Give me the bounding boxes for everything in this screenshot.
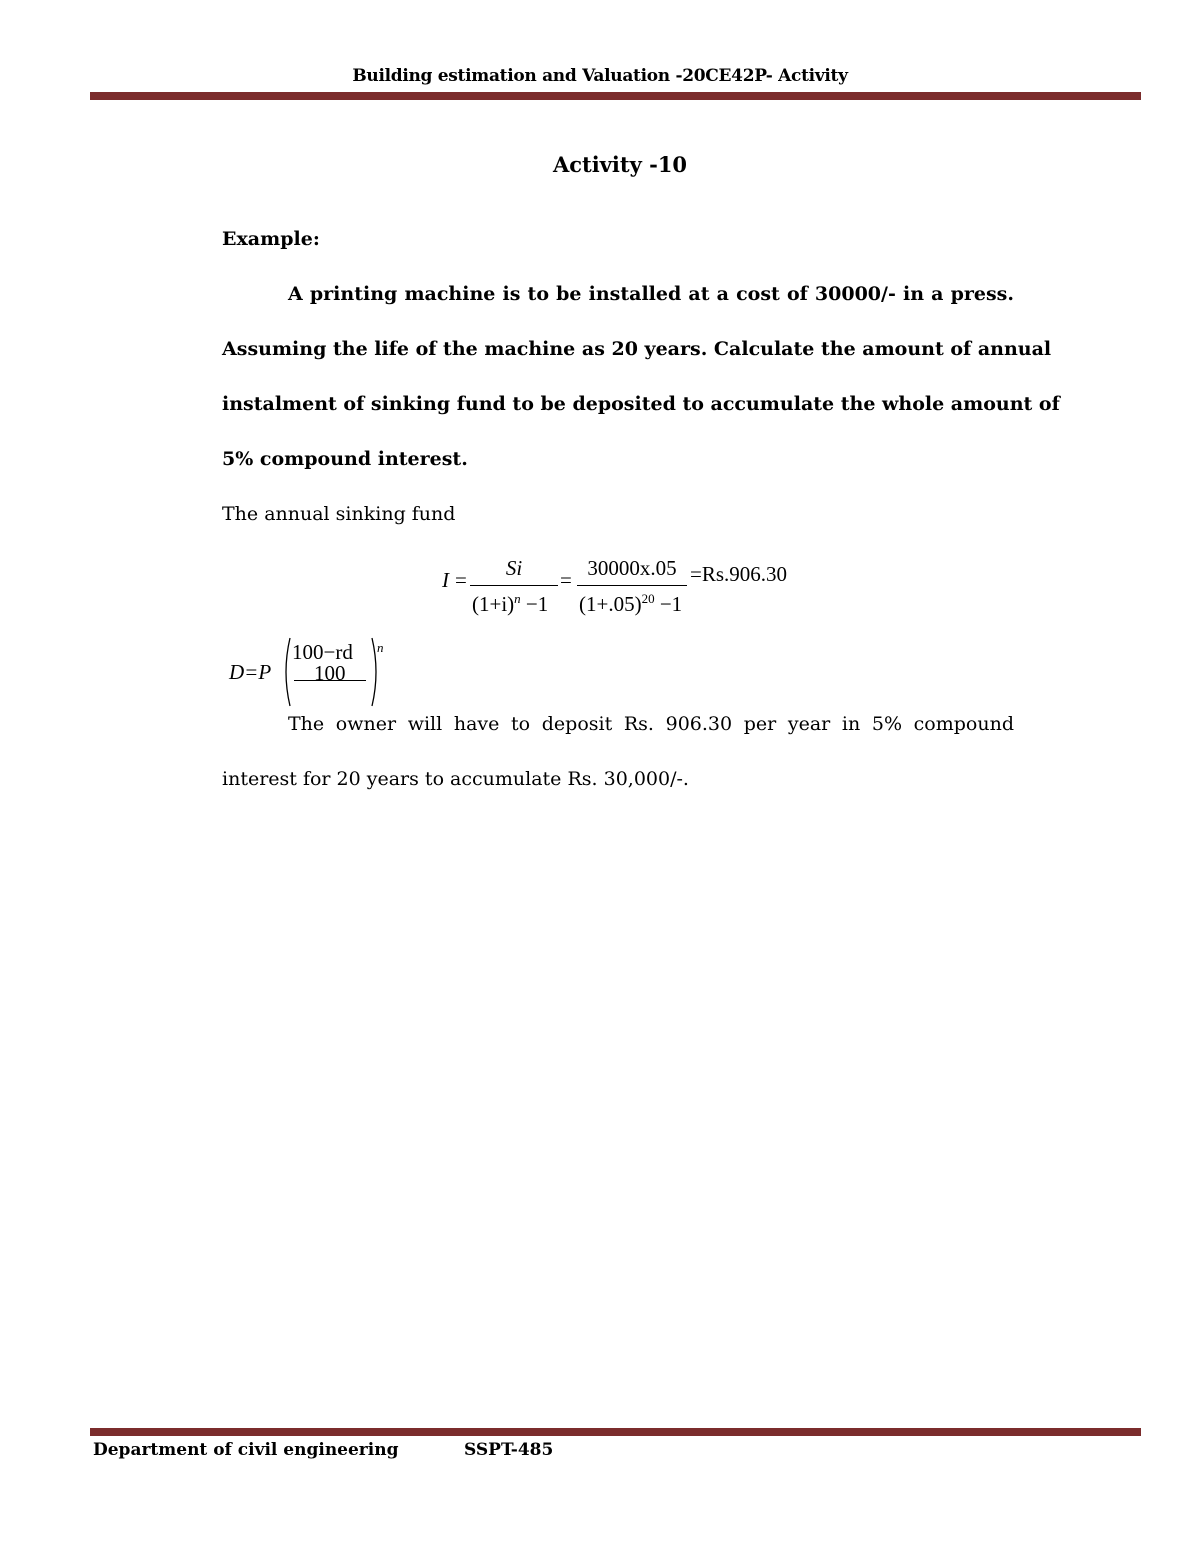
footer-department: Department of civil engineering xyxy=(93,1440,399,1460)
page-title: Activity -10 xyxy=(552,152,688,177)
fraction-1-denominator: $(1+i)^n -1$ xyxy=(472,591,549,616)
formula-2-exponent: n xyxy=(377,640,384,655)
problem-line: 5% compound interest. xyxy=(222,448,468,470)
fraction-2-numerator: 30000x.05 xyxy=(587,556,677,580)
conclusion-line: The owner will have to deposit Rs. 906.30 per year in 5% compound xyxy=(288,713,1014,735)
formula-2-numerator: 100−rd xyxy=(292,640,353,664)
problem-line: A printing machine is to be installed at a cost of 30000/- in a press. xyxy=(288,283,1014,305)
subheading: The annual sinking fund xyxy=(222,503,456,525)
fraction-1-numerator: Si xyxy=(505,556,523,580)
problem-line: instalment of sinking fund to be deposited to accumulate the whole amount of xyxy=(222,393,1060,415)
formula-2-denominator: 100 xyxy=(314,661,346,685)
fraction-2-denominator: $(1+.05)^{20} -1$ xyxy=(579,591,683,616)
formula-lhs: I xyxy=(442,568,449,592)
fraction-1-bar xyxy=(470,585,558,586)
formula-equals: = xyxy=(455,568,467,592)
formula-equals: = xyxy=(560,568,572,592)
footer-code: SSPT-485 xyxy=(464,1440,554,1460)
fraction-2-bar xyxy=(577,585,687,586)
conclusion-line: interest for 20 years to accumulate Rs. 30,000/-. xyxy=(222,768,689,790)
header-rule xyxy=(90,92,1141,100)
formula-result: =Rs.906.30 xyxy=(690,562,788,586)
page-header: Building estimation and Valuation -20CE42P- Activity xyxy=(352,66,848,86)
formula-2-lhs: D=P xyxy=(229,660,272,684)
problem-line: Assuming the life of the machine as 20 years. Calculate the amount of annual xyxy=(222,338,1052,360)
footer-rule xyxy=(90,1428,1141,1436)
example-label: Example: xyxy=(222,228,320,250)
